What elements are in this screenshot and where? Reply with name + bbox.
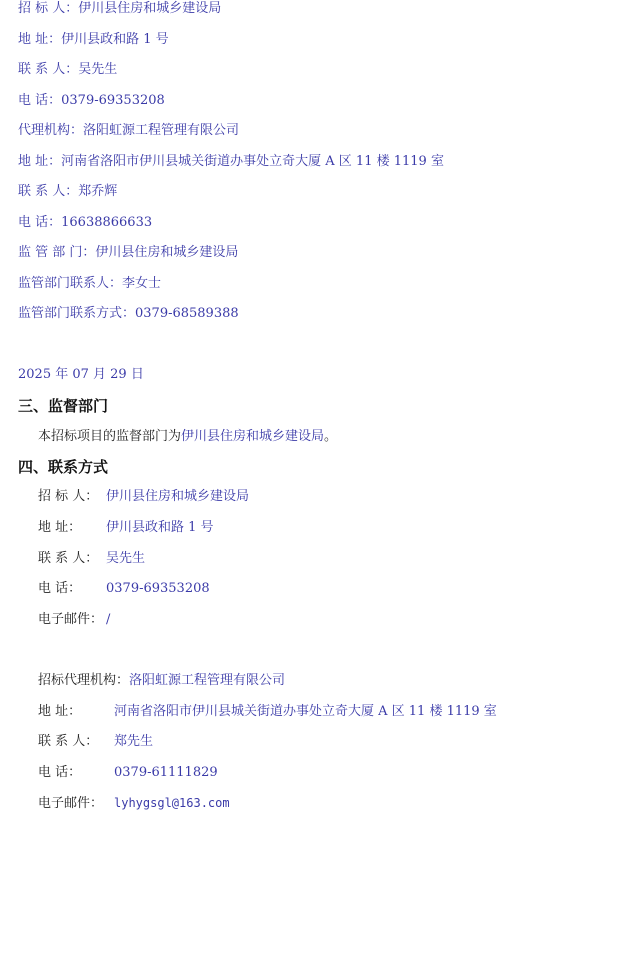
contact-row [38,519,214,537]
agency-phone-line: 电 话：16638866633 [18,215,153,230]
contact-row [38,550,145,568]
section3-prefix: 本招标项目的监督部门为 [38,429,182,444]
section4-heading: 四、联系方式 [18,458,109,476]
agency-line: 代理机构：洛阳虹源工程管理有限公司 [18,123,240,138]
tenderer-line: 招 标 人：伊川县住房和城乡建设局 [18,1,222,16]
publish-date: 2025 年 07 月 29 日 [18,367,144,382]
row-value: 郑先生 [114,734,154,749]
row-label: 电 话： [38,581,82,596]
row-label: 地 址： [38,704,82,719]
row-label: 地 址： [38,520,82,535]
contact-row [38,764,218,782]
contact-row [38,488,249,506]
contact-row [38,703,497,721]
contact-row [38,611,110,629]
phone-line: 电 话：0379-69353208 [18,93,165,108]
row-label: 联 系 人： [38,551,99,566]
row-value: 洛阳虹源工程管理有限公司 [129,673,286,688]
agency-address-line: 地 址：河南省洛阳市伊川县城关街道办事处立奇大厦 A 区 11 楼 1119 室 [18,154,444,169]
agency-contact-line: 联 系 人：郑乔辉 [18,184,118,199]
row-label: 联 系 人： [38,734,99,749]
row-label: 电子邮件： [38,612,104,627]
contact-row [38,580,210,598]
row-value: 伊川县政和路 1 号 [106,520,214,535]
row-label: 电 话： [38,765,82,780]
supervisor-line: 监 管 部 门：伊川县住房和城乡建设局 [18,245,239,260]
row-value: / [106,612,111,627]
supervisor-phone-line: 监管部门联系方式：0379-68589388 [18,306,239,321]
email-link[interactable]: lyhygsgl@163.com [114,796,230,810]
section3-value: 伊川县住房和城乡建设局 [181,429,325,444]
contact-row [38,794,230,813]
address-line: 地 址：伊川县政和路 1 号 [18,32,169,47]
row-value: 河南省洛阳市伊川县城关街道办事处立奇大厦 A 区 11 楼 1119 室 [114,704,497,719]
row-label: 电子邮件： [38,796,104,811]
section3-suffix: 。 [324,429,338,444]
contact-person-line: 联 系 人：吴先生 [18,62,118,77]
row-label: 招 标 人： [38,489,99,504]
row-value: 0379-69353208 [106,581,210,596]
section3-heading: 三、监督部门 [18,397,109,415]
row-value: 0379-61111829 [114,765,218,780]
row-label: 招标代理机构： [38,673,130,688]
section3-text [38,428,337,446]
row-value: 吴先生 [106,551,146,566]
contact-row [38,672,285,690]
supervisor-contact-line: 监管部门联系人：李女士 [18,276,162,291]
contact-row [38,733,153,751]
row-value: 伊川县住房和城乡建设局 [106,489,250,504]
